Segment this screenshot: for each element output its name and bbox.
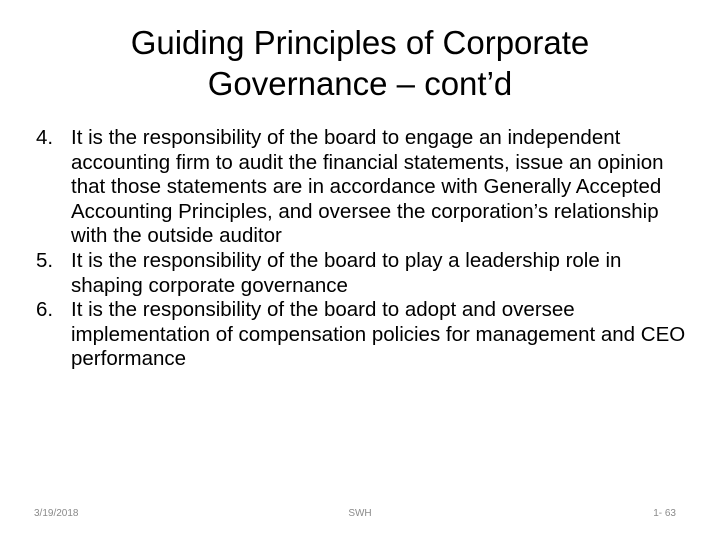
list-item-number: 5. (36, 248, 54, 272)
slide-title-line-2: Governance – cont’d (207, 65, 513, 102)
footer-page-number: 1- 63 (653, 508, 676, 519)
slide-title (40, 22, 680, 104)
list-item-number: 6. (36, 298, 54, 322)
list-item (36, 298, 696, 372)
list-item (36, 126, 696, 249)
list-item (36, 249, 696, 298)
footer-author: SWH (348, 508, 372, 519)
list-item-text: It is the responsibility of the board to adopt and oversee implementation of compensation policies for management and CEO performance (71, 298, 686, 371)
footer-date: 3/19/2018 (34, 508, 79, 519)
list-item-text: It is the responsibility of the board to play a leadership role in shaping corporate governance (71, 248, 622, 297)
slide-title-line-1: Guiding Principles of Corporate (130, 24, 590, 61)
list-item-text: It is the responsibility of the board to engage an independent accounting firm to audit the financial statements, issue an opinion that those statements are in accordance with Generally Accepted Accounting Principles, and oversee the corporation’s relationship with the outside auditor (71, 126, 664, 248)
principles-list (36, 126, 696, 372)
list-item-number: 4. (36, 126, 54, 149)
